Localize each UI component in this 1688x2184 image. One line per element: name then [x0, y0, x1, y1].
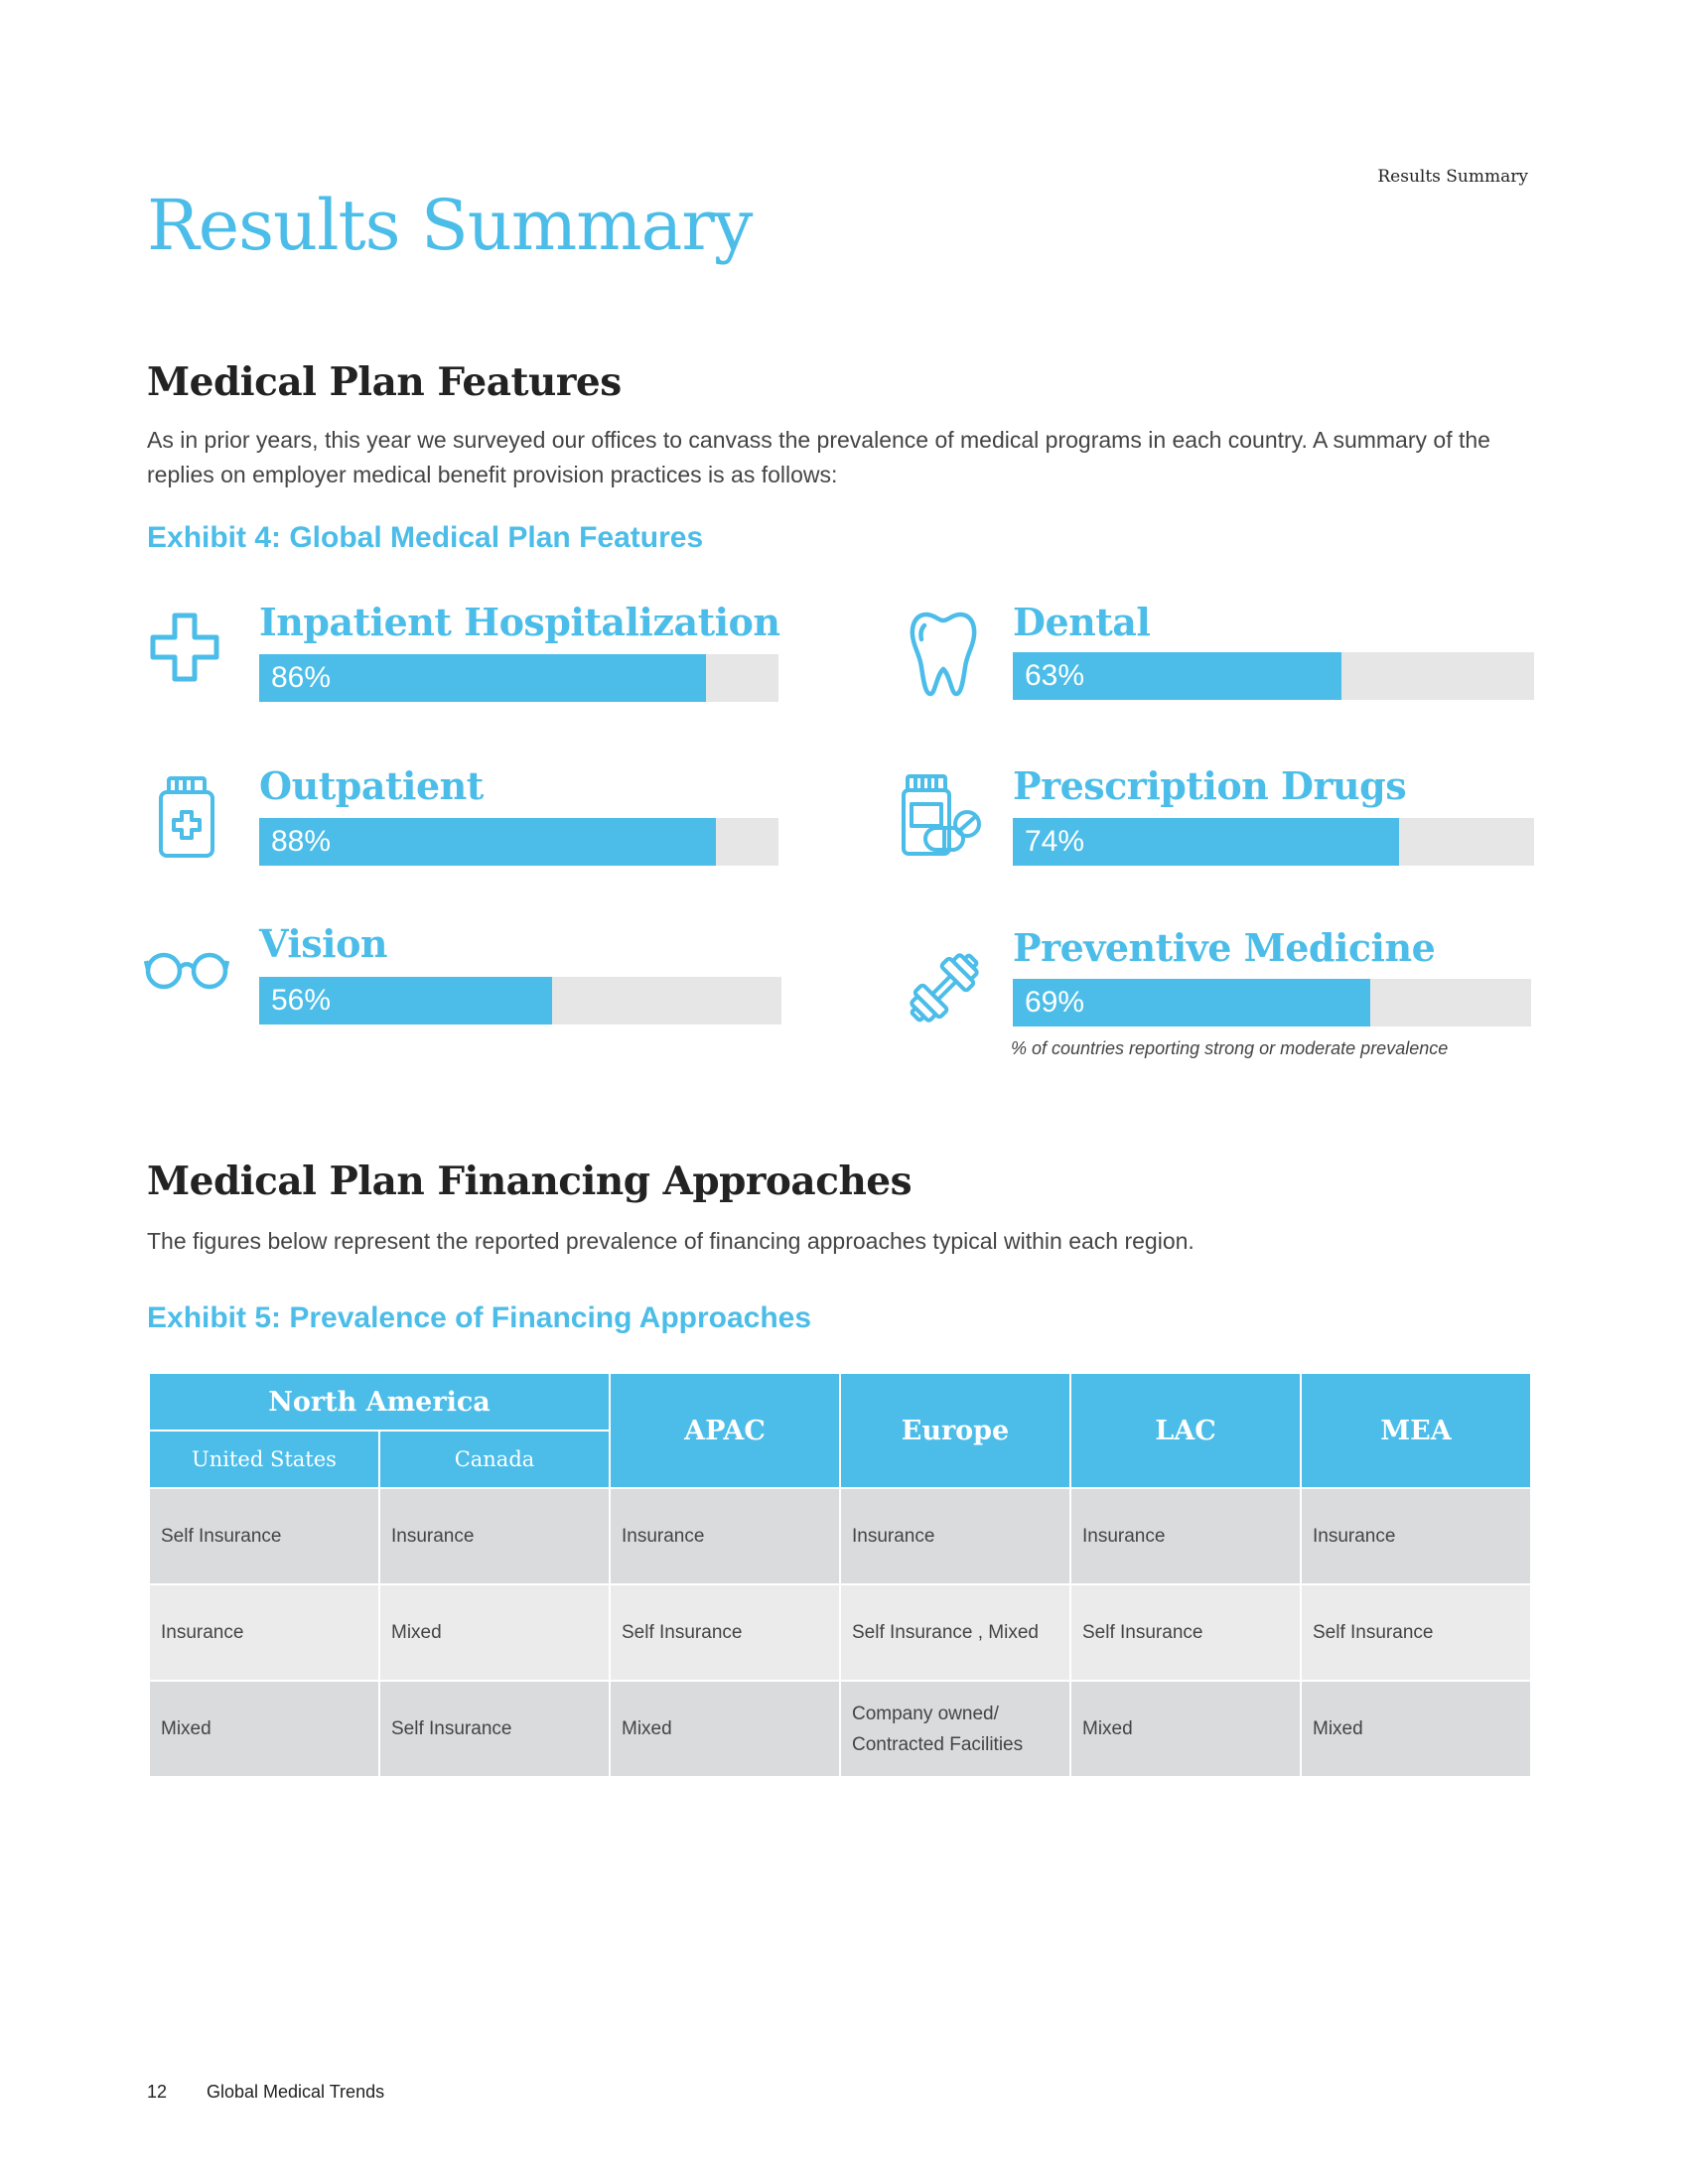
feature-label: Vision — [259, 921, 388, 966]
feature-value: 56% — [271, 984, 332, 1017]
table-cell: Insurance — [1301, 1488, 1531, 1584]
table-cell: Self Insurance — [610, 1584, 840, 1681]
header-mea: MEA — [1301, 1373, 1531, 1488]
features-intro: As in prior years, this year we surveyed our offices to canvass the prevalence of medical programs in each country. A summary of the replies on employer medical benefit provision practices is as follows: — [147, 427, 1490, 487]
feature-label: Dental — [1013, 600, 1151, 644]
header-lac: LAC — [1070, 1373, 1301, 1488]
feature-bar-track — [259, 818, 778, 866]
table-cell: Insurance — [149, 1584, 379, 1681]
feature-value: 69% — [1025, 986, 1085, 1019]
feature-label: Preventive Medicine — [1013, 925, 1436, 970]
feature-label: Outpatient — [259, 763, 484, 808]
financing-intro: The figures below represent the reported prevalence of financing approaches typical within each region. — [147, 1228, 1195, 1254]
features-footnote: % of countries reporting strong or moderate prevalence — [1011, 1038, 1449, 1058]
pills-icon — [900, 772, 983, 858]
feature-value: 63% — [1025, 659, 1085, 692]
feature-value: 88% — [271, 825, 332, 858]
feature-bar-track — [1013, 818, 1534, 866]
table-cell: Mixed — [379, 1584, 610, 1681]
table-row — [149, 1584, 1531, 1681]
header-united-states: United States — [149, 1431, 379, 1488]
glasses-icon — [144, 947, 229, 991]
feature-bar-track — [259, 977, 781, 1024]
table-cell: Insurance — [1070, 1488, 1301, 1584]
feature-label: Prescription Drugs — [1013, 763, 1407, 808]
table-row — [149, 1488, 1531, 1584]
table-cell: Company owned/ Contracted Facilities — [840, 1681, 1070, 1777]
table-cell: Insurance — [379, 1488, 610, 1584]
page-number: 12 — [147, 2082, 168, 2102]
feature-bar-track — [259, 654, 778, 702]
page-title: Results Summary — [147, 185, 753, 266]
header-canada: Canada — [379, 1431, 610, 1488]
medicine-bottle-icon — [157, 774, 216, 860]
header-europe: Europe — [840, 1373, 1070, 1488]
section-heading-financing: Medical Plan Financing Approaches — [147, 1159, 913, 1204]
feature-label: Inpatient Hospitalization — [259, 600, 780, 644]
footer-doc-title: Global Medical Trends — [207, 2082, 385, 2102]
feature-value: 86% — [271, 661, 332, 694]
feature-value: 74% — [1025, 825, 1085, 858]
table-cell: Mixed — [149, 1681, 379, 1777]
header-north-america: North America — [149, 1373, 610, 1431]
feature-bar-track — [1013, 979, 1531, 1026]
table-cell: Mixed — [1301, 1681, 1531, 1777]
table-cell: Self Insurance , Mixed — [840, 1584, 1070, 1681]
table-cell: Mixed — [610, 1681, 840, 1777]
table-cell: Mixed — [1070, 1681, 1301, 1777]
header-apac: APAC — [610, 1373, 840, 1488]
feature-bar-track — [1013, 652, 1534, 700]
table-cell: Self Insurance — [149, 1488, 379, 1584]
exhibit-4-title: Exhibit 4: Global Medical Plan Features — [147, 521, 704, 554]
table-row — [149, 1681, 1531, 1777]
tooth-icon — [909, 610, 978, 699]
running-head: Results Summary — [1377, 167, 1528, 187]
table-cell: Insurance — [610, 1488, 840, 1584]
medical-cross-icon — [149, 612, 220, 683]
financing-table — [148, 1372, 1532, 1778]
exhibit-5-title: Exhibit 5: Prevalence of Financing Approaches — [147, 1301, 812, 1334]
section-heading-features: Medical Plan Features — [147, 359, 622, 405]
table-cell: Self Insurance — [1301, 1584, 1531, 1681]
dumbbell-icon — [902, 945, 987, 1030]
table-cell: Self Insurance — [379, 1681, 610, 1777]
table-cell: Self Insurance — [1070, 1584, 1301, 1681]
table-cell: Insurance — [840, 1488, 1070, 1584]
